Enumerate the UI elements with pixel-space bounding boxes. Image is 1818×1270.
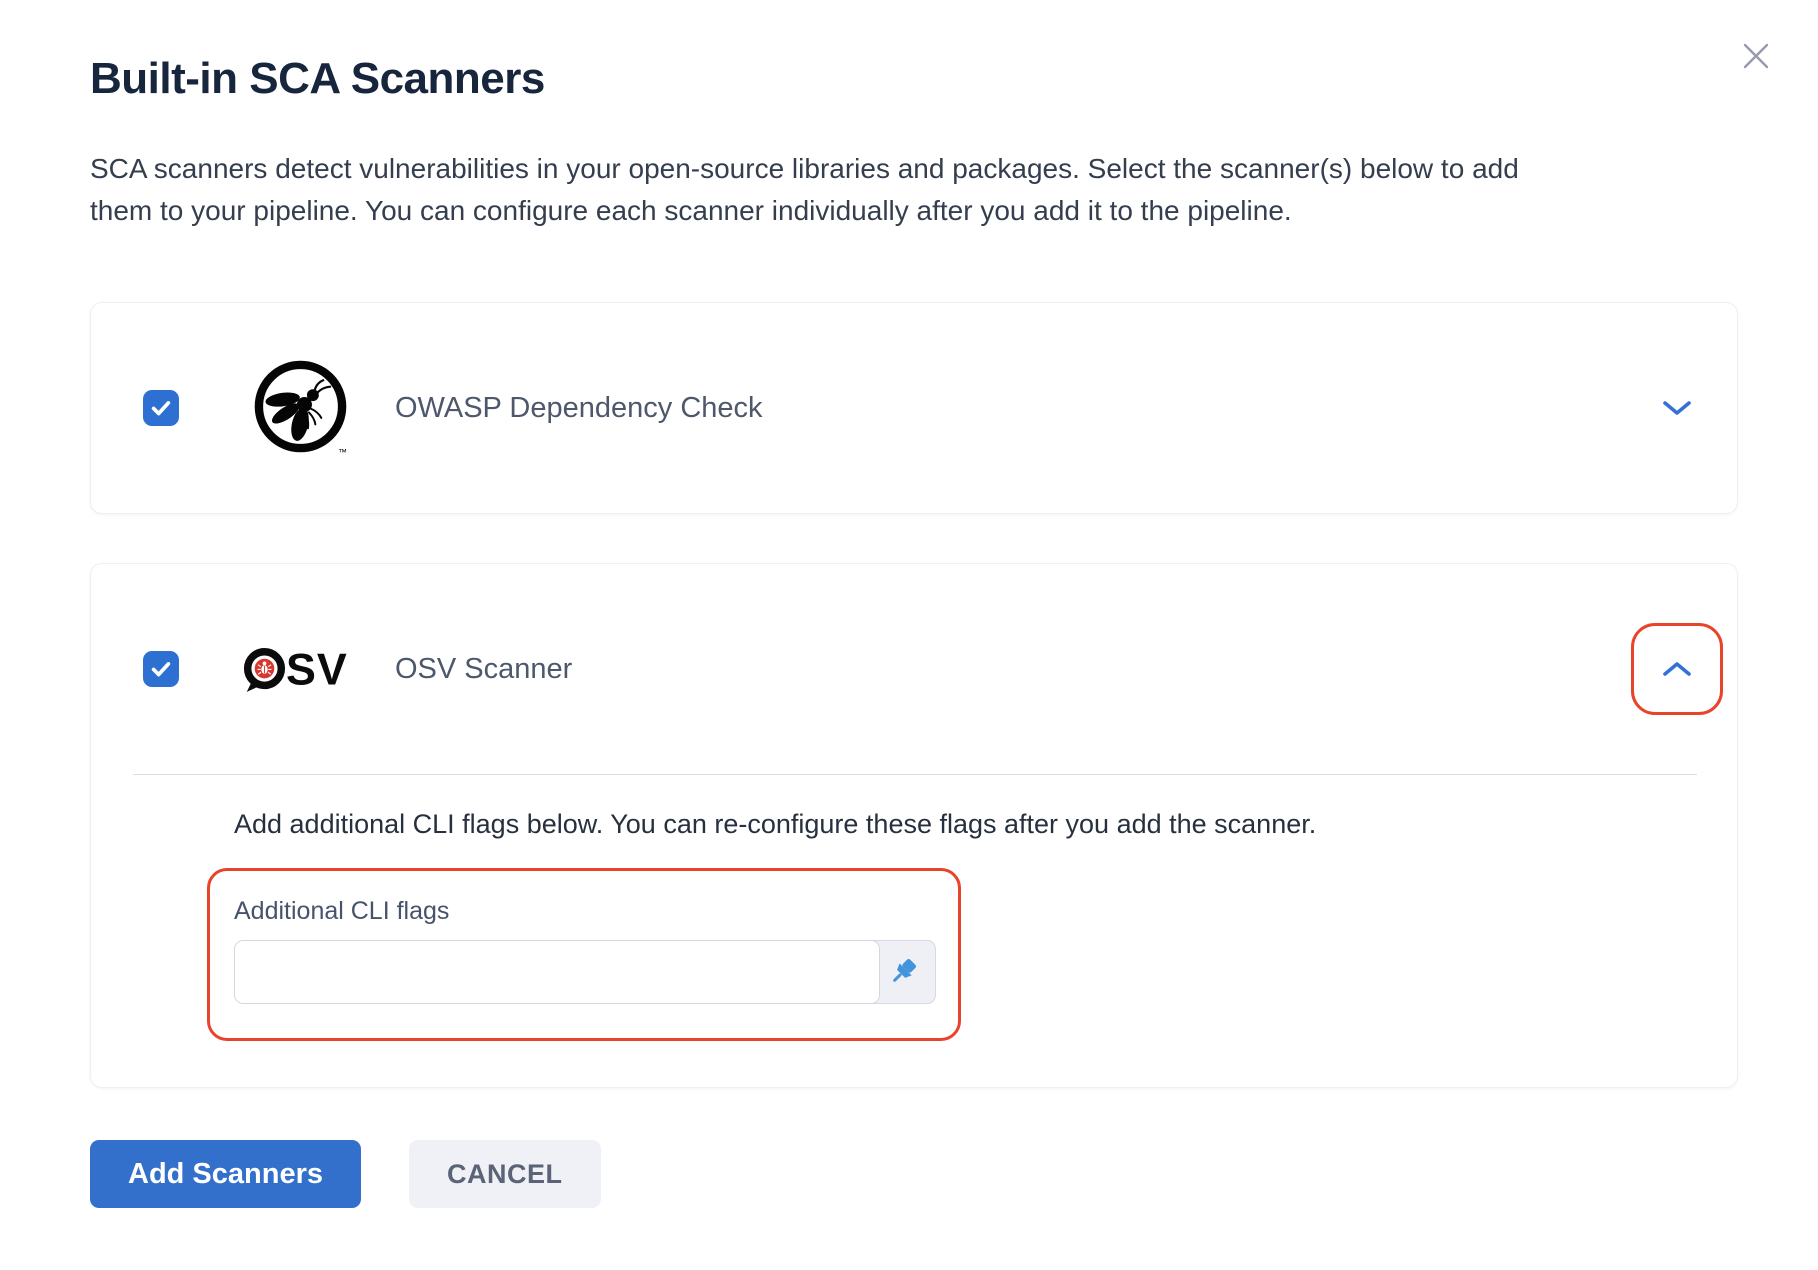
check-icon [149, 396, 173, 420]
cli-flags-input[interactable] [234, 940, 880, 1004]
osv-config-panel [91, 809, 1737, 1087]
modal-title: Built-in SCA Scanners [90, 54, 545, 103]
check-icon [149, 657, 173, 681]
scanner-name-owasp: OWASP Dependency Check [395, 391, 763, 424]
svg-text:™: ™ [337, 446, 347, 457]
modal-description: SCA scanners detect vulnerabilities in your open-source libraries and packages. Select the scanner(s) below to add them to your pipeline. You can configure each scanner individually after you add it to the pipeline. [90, 153, 1519, 226]
osv-logo-icon [205, 644, 395, 694]
scanner-card-owasp [90, 302, 1738, 514]
owasp-expand-button[interactable] [1631, 362, 1723, 454]
scanner-row-osv [91, 564, 1737, 774]
close-button[interactable] [1734, 34, 1778, 78]
cli-flags-highlight-box [207, 868, 961, 1041]
close-icon [1738, 38, 1774, 74]
cli-flags-instruction: Add additional CLI flags below. You can re-configure these flags after you add the scanner. [234, 809, 1317, 839]
pushpin-icon [886, 955, 920, 989]
owasp-wasp-logo-icon [205, 359, 395, 458]
cli-flags-input-group [234, 940, 936, 1004]
scanner-card-osv [90, 563, 1738, 1088]
owasp-checkbox[interactable] [143, 390, 179, 426]
cancel-button[interactable]: CANCEL [409, 1140, 601, 1208]
cli-flags-label: Additional CLI flags [234, 897, 450, 925]
svg-text:SV: SV [285, 644, 348, 694]
chevron-down-icon [1661, 398, 1693, 418]
add-scanners-button[interactable]: Add Scanners [90, 1140, 361, 1208]
card-divider [133, 774, 1697, 775]
modal-footer [90, 1140, 1738, 1208]
osv-collapse-button[interactable] [1631, 623, 1723, 715]
osv-checkbox[interactable] [143, 651, 179, 687]
scanner-row-owasp [91, 303, 1737, 513]
scanner-name-osv: OSV Scanner [395, 652, 573, 685]
chevron-up-icon [1661, 659, 1693, 679]
